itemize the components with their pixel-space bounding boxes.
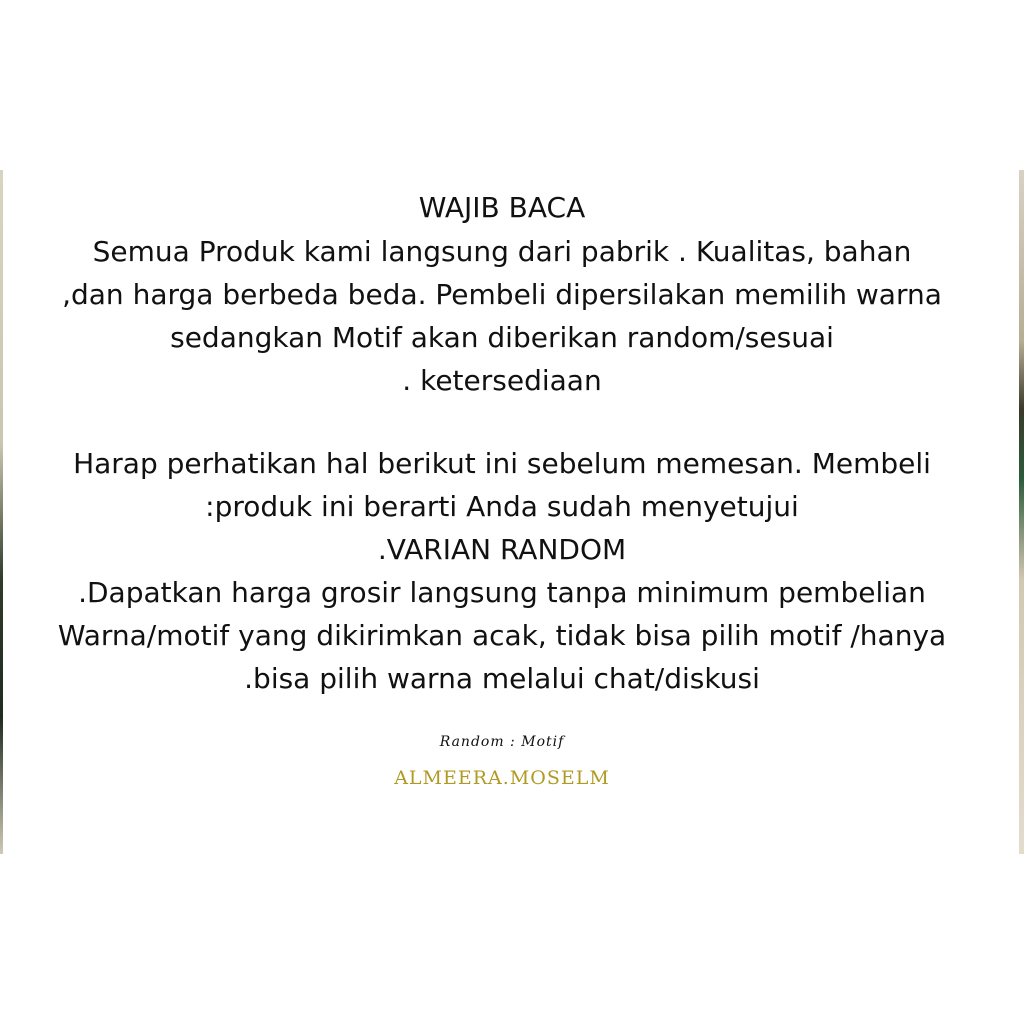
paragraph-spacer [20, 402, 984, 442]
notice-line: Harap perhatikan hal berikut ini sebelum memesan. Membeli [73, 447, 931, 480]
notice-line: .Dapatkan harga grosir langsung tanpa minimum pembelian [78, 576, 926, 609]
notice-line: ,dan harga berbeda beda. Pembeli dipersilakan memilih warna [62, 278, 942, 311]
random-motif-note: Random : Motif [439, 734, 565, 750]
notice-line: sedangkan Motif akan diberikan random/sesuai [170, 321, 834, 354]
notice-title: WAJIB BACA [418, 191, 586, 224]
photo-edge-right [1019, 170, 1024, 854]
notice-line: .VARIAN RANDOM [377, 533, 627, 566]
notice-line: Semua Produk kami langsung dari pabrik . Kualitas, bahan [92, 235, 912, 268]
photo-edge-left [0, 170, 3, 854]
notice-paragraph-1 [20, 230, 984, 402]
notice-line: Warna/motif yang dikirimkan acak, tidak bisa pilih motif /hanya [57, 619, 947, 652]
notice-card [20, 186, 984, 792]
notice-paragraph-2 [20, 442, 984, 700]
notice-line: .bisa pilih warna melalui chat/diskusi [244, 662, 760, 695]
notice-line: . ketersediaan [402, 364, 602, 397]
brand-name: ALMEERA.MOSELM [394, 767, 610, 789]
notice-line: :produk ini berarti Anda sudah menyetujui [205, 490, 799, 523]
